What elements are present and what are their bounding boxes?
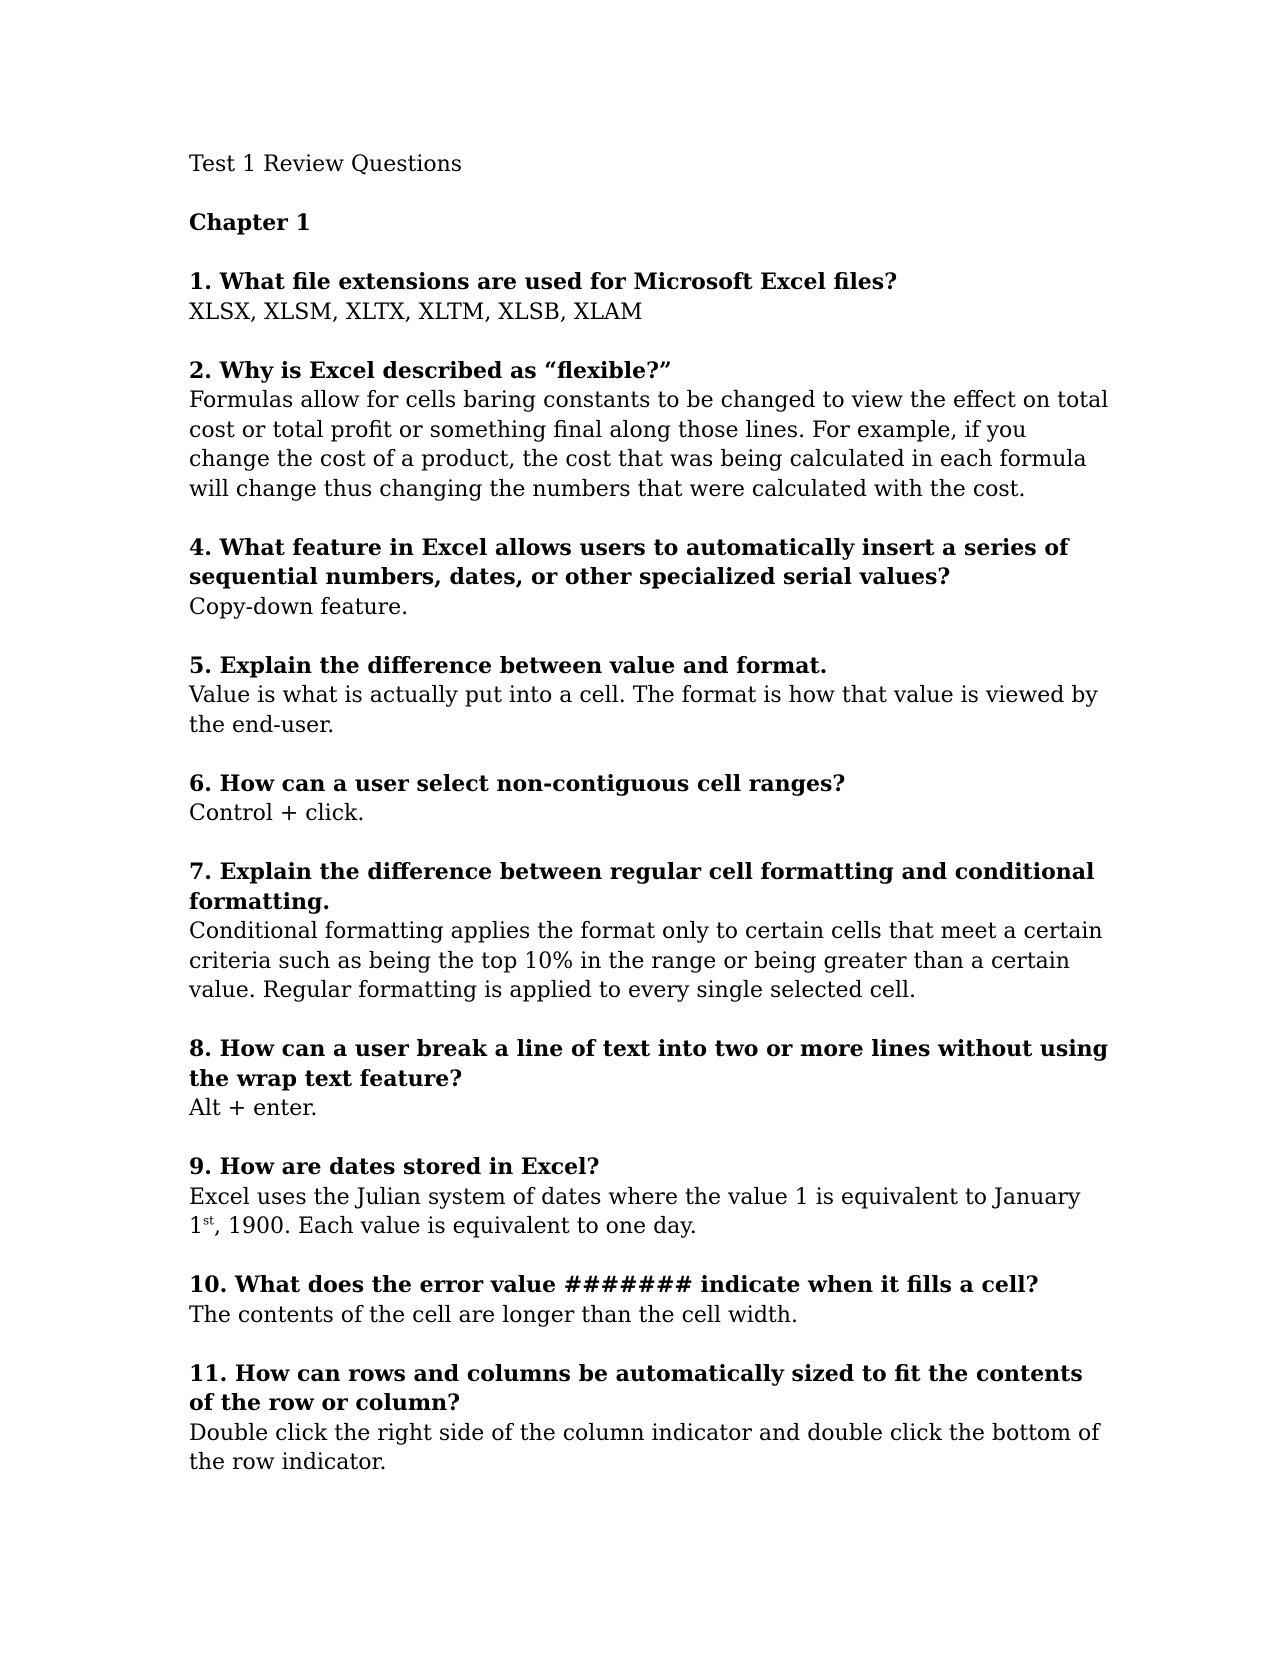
- qa-item-7: [189, 858, 1109, 1006]
- qa-item-8: [189, 1035, 1109, 1124]
- question-text: 6. How can a user select non-contiguous cell ranges?: [189, 770, 846, 797]
- qa-item-10: [189, 1271, 1109, 1330]
- chapter-heading: Chapter 1: [189, 210, 311, 236]
- qa-item-1: [189, 268, 1109, 327]
- question-text: 1. What file extensions are used for Microsoft Excel files?: [189, 269, 898, 295]
- question-text: 10. What does the error value ####### indicate when it fills a cell?: [189, 1272, 1039, 1298]
- document-page: [189, 150, 1109, 1478]
- question-text: 4. What feature in Excel allows users to automatically insert a series of sequential numbers, dates, or other specialized serial values?: [189, 534, 1069, 590]
- answer-text: Double click the right side of the column indicator and double click the bottom of the row indicator.: [189, 1420, 1100, 1475]
- question-text: 5. Explain the difference between value and format.: [189, 652, 828, 679]
- qa-item-5: [189, 652, 1109, 741]
- qa-item-9: [189, 1153, 1109, 1242]
- answer-text-part1: Excel uses the Julian system of dates where the value 1 is equivalent to January 1: [189, 1184, 1081, 1239]
- answer-text: Alt + enter.: [189, 1096, 318, 1121]
- answer-text: The contents of the cell are longer than the cell width.: [189, 1302, 798, 1328]
- answer-text: [189, 1183, 1109, 1242]
- answer-text: XLSX, XLSM, XLTX, XLTM, XLSB, XLAM: [189, 299, 643, 325]
- qa-item-11: [189, 1360, 1109, 1478]
- answer-text: Conditional formatting applies the format only to certain cells that meet a certain criteria such as being the top 10% in the range or being greater than a certain value. Regular formatting is applied to every single selected cell.: [189, 919, 1103, 1003]
- qa-item-2: [189, 357, 1109, 505]
- question-text: 8. How can a user break a line of text into two or more lines without using the wrap text feature?: [189, 1036, 1109, 1092]
- ordinal-superscript: st: [203, 1213, 214, 1228]
- answer-text: Value is what is actually put into a cell. The format is how that value is viewed by the end-user.: [189, 683, 1098, 738]
- question-text: 2. Why is Excel described as “flexible?”: [189, 357, 672, 384]
- qa-item-4: [189, 534, 1109, 623]
- answer-text: Control + click.: [189, 801, 365, 826]
- qa-item-6: [189, 770, 1109, 829]
- answer-text: Copy-down feature.: [189, 594, 409, 620]
- answer-text-part2: , 1900. Each value is equivalent to one day.: [213, 1214, 697, 1239]
- document-title: Test 1 Review Questions: [189, 152, 463, 177]
- answer-text: Formulas allow for cells baring constants to be changed to view the effect on total cost or total profit or something final along those lines. For example, if you change the cost of a product, the cost that was being calculated in each formula will change thus changing the numbers that were calculated with the cost.: [189, 388, 1109, 502]
- question-text: 11. How can rows and columns be automatically sized to fit the contents of the row or column?: [189, 1360, 1083, 1416]
- question-text: 7. Explain the difference between regular cell formatting and conditional formatting.: [189, 859, 1095, 915]
- question-text: 9. How are dates stored in Excel?: [189, 1154, 600, 1180]
